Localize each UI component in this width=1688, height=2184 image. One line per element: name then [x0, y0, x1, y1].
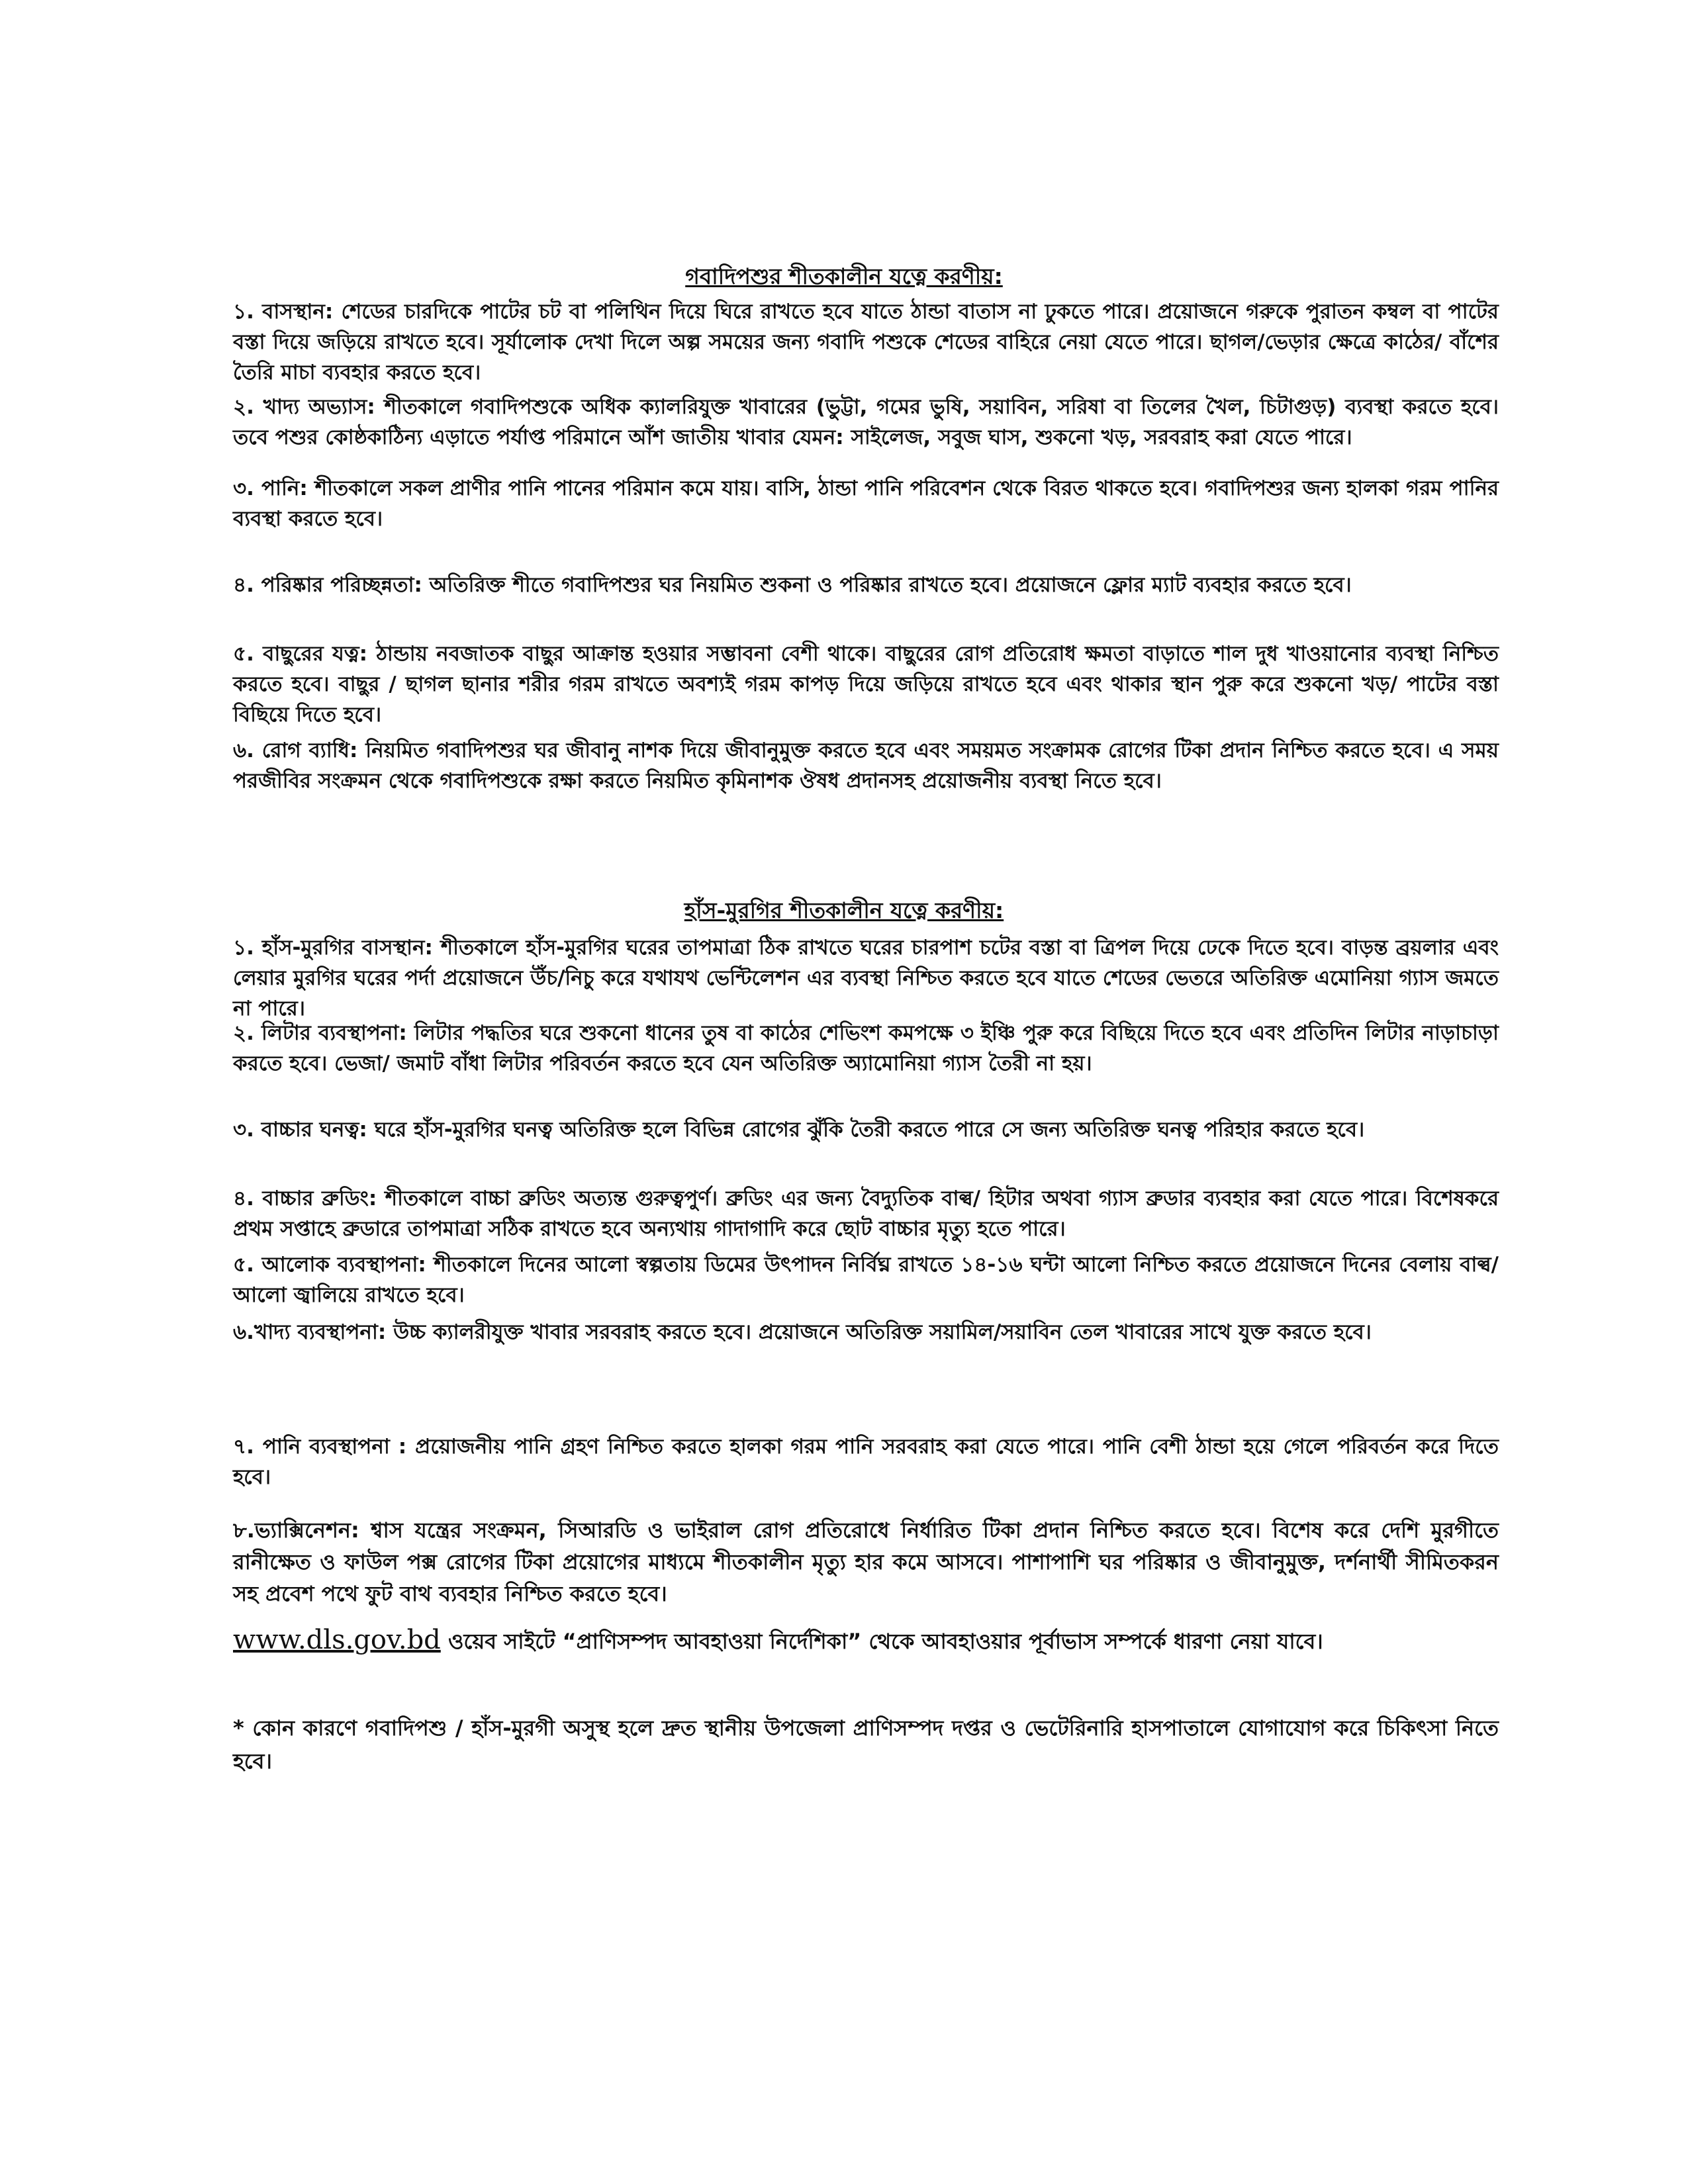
poultry-item-brooding: ৪. বাচ্চার ব্রুডিং: শীতকালে বাচ্চা ব্রুডিং অত্যন্ত গুরুত্বপুর্ণ। ব্রুডিং এর জন্য বৈদ্যুতিক বাল্ব/ হিটার অথবা গ্যাস ব্রুডার ব্যবহার করা যেতে পারে। বিশেষকরে প্রথম সপ্তাহে ব্রুডারে তাপমাত্রা সঠিক রাখতে হবে অন্যথায় গাদাগাদি করে ছোট বাচ্চার মৃত্যু হতে পারে।	[233, 1187, 1499, 1241]
footnote: * কোন কারণে গবাদিপশু / হাঁস-মুরগী অসুস্থ হলে দ্রুত স্থানীয় উপজেলা প্রাণিসম্পদ দপ্তর ও ভেটেরিনারি হাসপাতালে যোগাযোগ করে চিকিৎসা নিতে হবে।	[233, 1715, 1499, 1774]
livestock-item-feeding: ২. খাদ্য অভ্যাস: শীতকালে গবাদিপশুকে অধিক ক্যালরিযুক্ত খাবারের (ভুট্টা, গমের ভুষি, সয়াবিন, সরিষা বা তিলের খৈল, চিটাগুড়) ব্যবস্থা করতে হবে। তবে পশুর কোষ্ঠকাঠিন্য এড়াতে পর্যাপ্ত পরিমানে আঁশ জাতীয় খাবার যেমন: সাইলেজ, সবুজ ঘাস, শুকনো খড়, সরবরাহ করা যেতে পারে।	[233, 395, 1499, 449]
poultry-item-vaccination: ৮.ভ্যাক্সিনেশন: শ্বাস যন্ত্রের সংক্রমন, সিআরডি ও ভাইরাল রোগ প্রতিরোধে নির্ধারিত টিকা প্রদান নিশ্চিত করতে হবে। বিশেষ করে দেশি মুরগীতে রানীক্ষেত ও ফাউল পক্স রোগের টিকা প্রয়োগের মাধ্যমে শীতকালীন মৃত্যু হার কমে আসবে। পাশাপাশি ঘর পরিষ্কার ও জীবানুমুক্ত, দর্শনার্থী সীমিতকরন সহ প্রবেশ পথে ফুট বাথ ব্যবহার নিশ্চিত করতে হবে।	[233, 1518, 1499, 1606]
livestock-item-cleanliness: ৪. পরিষ্কার পরিচ্ছন্নতা: অতিরিক্ত শীতে গবাদিপশুর ঘর নিয়মিত শুকনা ও পরিষ্কার রাখতে হবে। প্রয়োজনে ফ্লোর ম্যাট ব্যবহার করতে হবে।	[233, 573, 1352, 597]
poultry-item-housing: ১. হাঁস-মুরগির বাসস্থান: শীতকালে হাঁস-মুরগির ঘরের তাপমাত্রা ঠিক রাখতে ঘরের চারপাশ চটের বস্তা বা ত্রিপল দিয়ে ঢেকে দিতে হবে। বাড়ন্ত ব্রয়লার এবং লেয়ার মুরগির ঘরের পর্দা প্রয়োজনে উঁচ/নিচু করে যথাযথ ভেন্টিলেশন এর ব্যবস্থা নিশ্চিত করতে হবে যাতে শেডের ভেতরে অতিরিক্ত এমোনিয়া গ্যাস জমতে না পারে।	[233, 936, 1499, 1021]
poultry-item-lighting: ৫. আলোক ব্যবস্থাপনা: শীতকালে দিনের আলো স্বল্পতায় ডিমের উৎপাদন নির্বিঘ্ন রাখতে ১৪-১৬ ঘন্টা আলো নিশ্চিত করতে প্রয়োজনে দিনের বেলায় বাল্ব/আলো জ্বালিয়ে রাখতে হবে।	[233, 1253, 1499, 1307]
livestock-item-disease: ৬. রোগ ব্যাধি: নিয়মিত গবাদিপশুর ঘর জীবানু নাশক দিয়ে জীবানুমুক্ত করতে হবে এবং সময়মত সংক্রামক রোগের টিকা প্রদান নিশ্চিত করতে হবে। এ সময় পরজীবির সংক্রমন থেকে গবাদিপশুকে রক্ষা করতে নিয়মিত কৃমিনাশক ঔষধ প্রদানসহ প্রয়োজনীয় ব্যবস্থা নিতে হবে।	[233, 739, 1499, 793]
website-note: www.dls.gov.bd ওয়েব সাইটে “প্রাণিসম্পদ আবহাওয়া নির্দেশিকা” থেকে আবহাওয়ার পূর্বাভাস সম্পর্কে ধারণা নেয়া যাবে।	[233, 1625, 1323, 1655]
poultry-item-water: ৭. পানি ব্যবস্থাপনা : প্রয়োজনীয় পানি গ্রহণ নিশ্চিত করতে হালকা গরম পানি সরবরাহ করা যেতে পারে। পানি বেশী ঠান্ডা হয়ে গেলে পরিবর্তন করে দিতে হবে।	[233, 1435, 1499, 1489]
livestock-item-water: ৩. পানি: শীতকালে সকল প্রাণীর পানি পানের পরিমান কমে যায়। বাসি, ঠান্ডা পানি পরিবেশন থেকে বিরত থাকতে হবে। গবাদিপশুর জন্য হালকা গরম পানির ব্যবস্থা করতে হবে।	[233, 477, 1499, 531]
livestock-item-housing: ১. বাসস্থান: শেডের চারদিকে পাটের চট বা পলিথিন দিয়ে ঘিরে রাখতে হবে যাতে ঠান্ডা বাতাস না ঢুকতে পারে। প্রয়োজনে গরুকে পুরাতন কম্বল বা পাটের বস্তা দিয়ে জড়িয়ে রাখতে হবে। সূর্যালোক দেখা দিলে অল্প সময়ের জন্য গবাদি পশুকে শেডের বাহিরে নেয়া যেতে পারে। ছাগল/ভেড়ার ক্ষেত্রে কাঠের/ বাঁশের তৈরি মাচা ব্যবহার করতে হবে।	[233, 300, 1499, 385]
section-title-poultry: হাঁস-মুরগির শীতকালীন যত্নে করণীয়:	[684, 897, 1004, 923]
website-link[interactable]: www.dls.gov.bd	[233, 1625, 441, 1655]
poultry-item-litter: ২. লিটার ব্যবস্থাপনা: লিটার পদ্ধতির ঘরে শুকনো ধানের তুষ বা কাঠের শেভিংশ কমপক্ষে ৩ ইঞ্চি পুরু করে বিছিয়ে দিতে হবে এবং প্রতিদিন লিটার নাড়াচাড়া করতে হবে। ভেজা/ জমাট বাঁধা লিটার পরিবর্তন করতে হবে যেন অতিরিক্ত অ্যামোনিয়া গ্যাস তৈরী না হয়।	[233, 1021, 1499, 1075]
poultry-item-density: ৩. বাচ্চার ঘনত্ব: ঘরে হাঁস-মুরগির ঘনত্ব অতিরিক্ত হলে বিভিন্ন রোগের ঝুঁকি তৈরী করতে পারে সে জন্য অতিরিক্ত ঘনত্ব পরিহার করতে হবে।	[233, 1118, 1365, 1142]
section-title-livestock: গবাদিপশুর শীতকালীন যত্নে করণীয়:	[685, 263, 1003, 289]
livestock-item-calf-care: ৫. বাছুরের যত্ন: ঠান্ডায় নবজাতক বাছুর আক্রান্ত হওয়ার সম্ভাবনা বেশী থাকে। বাছুরের রোগ প্রতিরোধ ক্ষমতা বাড়াতে শাল দুধ খাওয়ানোর ব্যবস্থা নিশ্চিত করতে হবে। বাছুর / ছাগল ছানার শরীর গরম রাখতে অবশ্যই গরম কাপড় দিয়ে জড়িয়ে রাখতে হবে এবং থাকার স্থান পুরু করে শুকনো খড়/ পাটের বস্তা বিছিয়ে দিতে হবে।	[233, 642, 1499, 727]
poultry-item-feed: ৬.খাদ্য ব্যবস্থাপনা: উচ্চ ক্যালরীযুক্ত খাবার সরবরাহ করতে হবে। প্রয়োজনে অতিরিক্ত সয়ামিল/সয়াবিন তেল খাবারের সাথে যুক্ত করতে হবে।	[233, 1320, 1372, 1344]
